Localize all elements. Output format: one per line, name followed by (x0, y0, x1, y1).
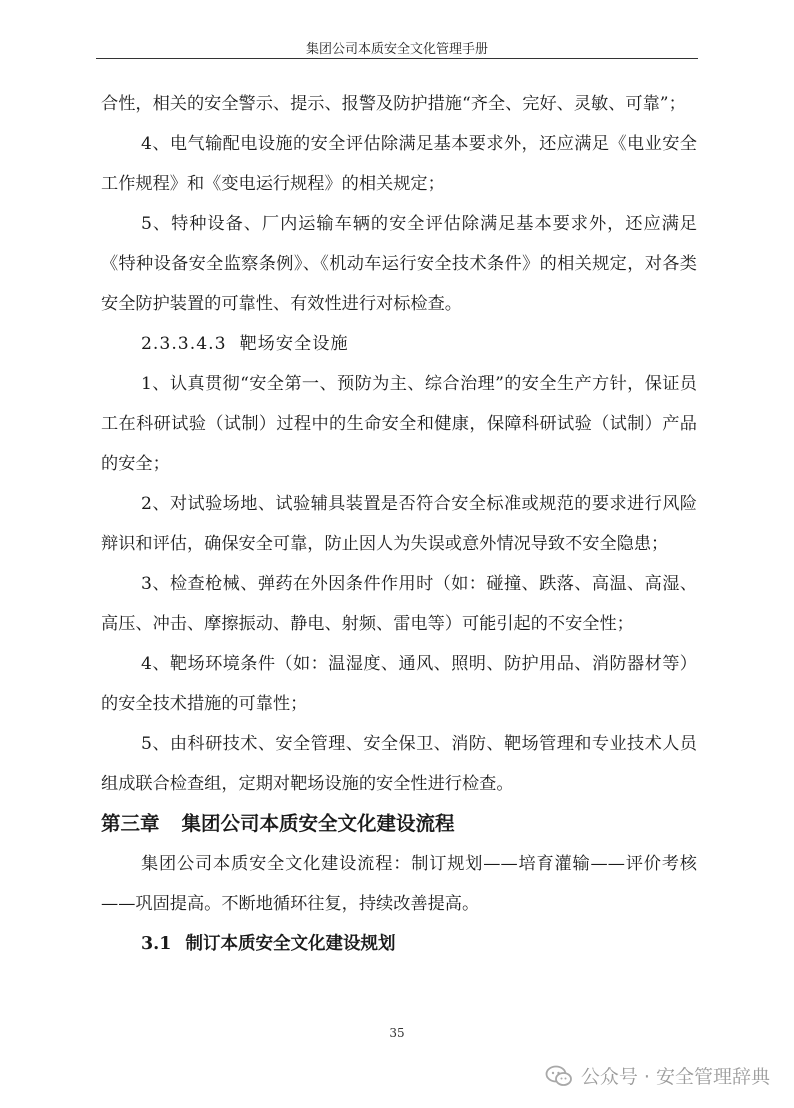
section-number: 3.1 (141, 934, 172, 954)
chapter-number: 第三章 (101, 812, 160, 835)
subsection-title: 靶场安全设施 (239, 334, 349, 354)
chapter-heading (101, 804, 697, 844)
paragraph: 合性，相关的安全警示、提示、报警及防护措施“齐全、完好、灵敏、可靠”； (101, 94, 686, 114)
paragraph: 4、电气输配电设施的安全评估除满足基本要求外，还应满足《电业安全工作规程》和《变电运行规程》的相关规定； (101, 134, 697, 194)
paragraph: 5、特种设备、厂内运输车辆的安全评估除满足基本要求外，还应满足《特种设备安全监察条例》、《机动车运行安全技术条件》的相关规定，对各类安全防护装置的可靠性、有效性进行对标检查。 (101, 214, 697, 314)
running-header: 集团公司本质安全文化管理手册 (305, 42, 488, 57)
chapter-title: 集团公司本质安全文化建设流程 (181, 812, 455, 835)
page-number: 35 (389, 1026, 405, 1040)
subsection-heading (101, 324, 697, 364)
watermark-text: 公众号 · 安全管理辞典 (580, 1066, 770, 1088)
paragraph: 3、检查枪械、弹药在外因条件作用时（如：碰撞、跌落、高温、高湿、高压、冲击、摩擦振动、静电、射频、雷电等）可能引起的不安全性； (101, 574, 697, 634)
paragraph: 集团公司本质安全文化建设流程：制订规划——培育灌输——评价考核——巩固提高。不断地循环往复，持续改善提高。 (101, 854, 697, 914)
page-body (101, 84, 697, 964)
subsection-number: 2.3.3.4.3 (141, 334, 227, 354)
paragraph: 2、对试验场地、试验辅具装置是否符合安全标准或规范的要求进行风险辩识和评估，确保安全可靠，防止因人为失误或意外情况导致不安全隐患； (101, 494, 697, 554)
paragraph: 1、认真贯彻“安全第一、预防为主、综合治理”的安全生产方针，保证员工在科研试验（试制）过程中的生命安全和健康，保障科研试验（试制）产品的安全； (101, 374, 697, 474)
header-divider (96, 58, 698, 59)
wechat-icon (545, 1065, 573, 1087)
paragraph: 5、由科研技术、安全管理、安全保卫、消防、靶场管理和专业技术人员组成联合检查组，定期对靶场设施的安全性进行检查。 (101, 734, 697, 794)
section-title: 制订本质安全文化建设规划 (185, 934, 396, 954)
section-heading (101, 924, 697, 964)
watermark (545, 1062, 770, 1089)
paragraph: 4、靶场环境条件（如：温湿度、通风、照明、防护用品、消防器材等）的安全技术措施的可靠性； (101, 654, 697, 714)
